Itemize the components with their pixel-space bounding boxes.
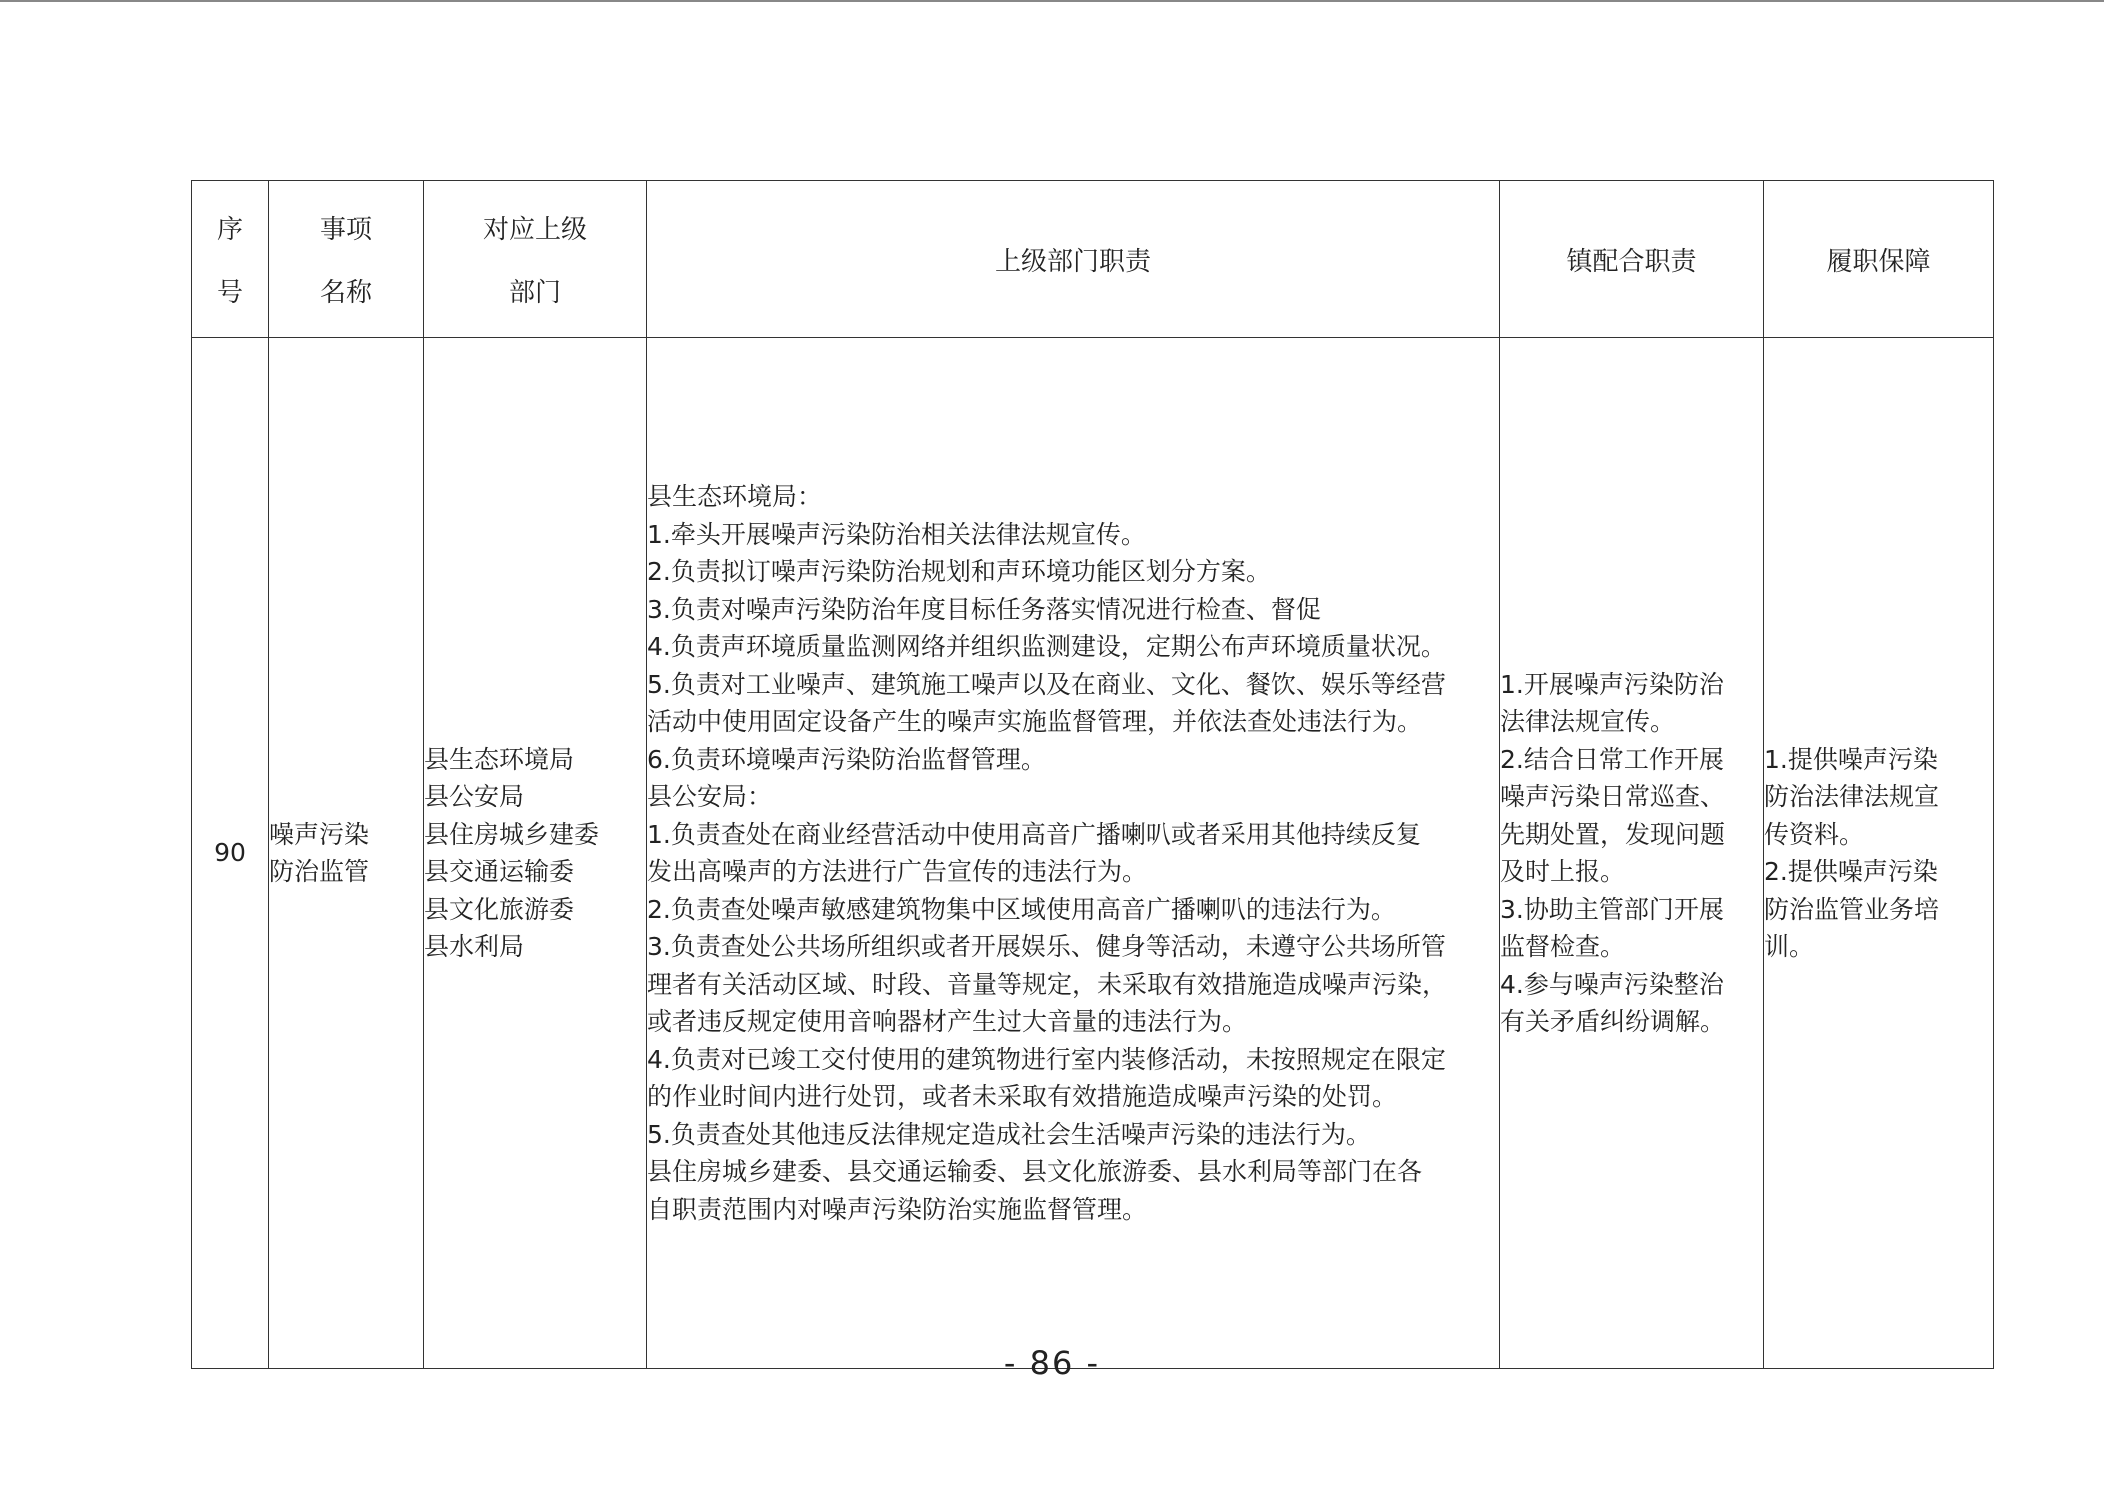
duty-line: 发出高噪声的方法进行广告宣传的违法行为。: [647, 857, 1148, 886]
town-duty-line: 噪声污染日常巡查、: [1500, 782, 1726, 811]
header-seq-line1: 序: [216, 215, 243, 245]
upper-duties-cell: [647, 338, 1500, 1369]
duty-line: 县生态环境局：: [647, 482, 823, 511]
item-name-line: 防治监管: [269, 857, 370, 886]
top-rule: [0, 0, 2104, 2]
guarantee-line: 训。: [1764, 932, 1815, 961]
duty-line: 5.负责对工业噪声、建筑施工噪声以及在商业、文化、餐饮、娱乐等经营: [647, 669, 1446, 699]
header-seq-line2: 号: [216, 278, 243, 308]
department-item: 县生态环境局: [424, 744, 575, 774]
town-duty-line: 3.协助主管部门开展: [1500, 894, 1724, 924]
header-upper-dept: [424, 181, 647, 338]
departments-cell: [424, 338, 647, 1369]
duty-line: 4.负责对已竣工交付使用的建筑物进行室内装修活动，未按照规定在限定: [647, 1044, 1446, 1074]
duty-line: 5.负责查处其他违反法律规定造成社会生活噪声污染的违法行为。: [647, 1119, 1371, 1149]
town-duty-line: 监督检查。: [1500, 932, 1626, 961]
row-number: 90: [192, 338, 269, 1369]
town-duty-line: 2.结合日常工作开展: [1500, 744, 1724, 774]
duty-line: 1.牵头开展噪声污染防治相关法律法规宣传。: [647, 519, 1146, 549]
town-duties-cell: [1500, 338, 1764, 1369]
duty-line: 3.负责对噪声污染防治年度目标任务落实情况进行检查、督促: [647, 594, 1321, 624]
town-duty-line: 先期处置，发现问题: [1500, 819, 1726, 849]
duty-line: 或者违反规定使用音响器材产生过大音量的违法行为。: [647, 1007, 1248, 1036]
header-upper-dept-line2: 部门: [508, 278, 561, 308]
guarantees-cell: [1764, 338, 1994, 1369]
duty-line: 6.负责环境噪声污染防治监督管理。: [647, 744, 1046, 774]
header-upper-duty: 上级部门职责: [647, 181, 1500, 338]
item-name-cell: [269, 338, 424, 1369]
header-guarantee: 履职保障: [1764, 181, 1994, 338]
duty-line: 理者有关活动区域、时段、音量等规定，未采取有效措施造成噪声污染，: [647, 969, 1448, 999]
duty-line: 3.负责查处公共场所组织或者开展娱乐、健身等活动，未遵守公共场所管: [647, 932, 1446, 961]
guarantee-line: 防治监管业务培: [1764, 894, 1940, 924]
header-town-duty: 镇配合职责: [1500, 181, 1764, 338]
duty-line: 4.负责声环境质量监测网络并组织监测建设，定期公布声环境质量状况。: [647, 632, 1446, 661]
header-seq: [192, 181, 269, 338]
town-duty-line: 有关矛盾纠纷调解。: [1500, 1007, 1726, 1036]
duty-line: 2.负责拟订噪声污染防治规划和声环境功能区划分方案。: [647, 557, 1271, 586]
department-item: 县住房城乡建委: [424, 819, 600, 849]
town-duty-line: 4.参与噪声污染整治: [1500, 969, 1724, 999]
table-row: [192, 338, 1994, 1369]
town-duty-line: 及时上报。: [1500, 857, 1626, 886]
duty-line: 自职责范围内对噪声污染防治实施监督管理。: [647, 1194, 1148, 1224]
duty-table: [191, 180, 1994, 1369]
guarantee-line: 1.提供噪声污染: [1764, 744, 1938, 774]
guarantee-line: 防治法律法规宣: [1764, 782, 1940, 811]
header-item-line2: 名称: [319, 278, 372, 308]
department-item: 县文化旅游委: [424, 894, 575, 924]
header-item: [269, 181, 424, 338]
duty-line: 的作业时间内进行处罚，或者未采取有效措施造成噪声污染的处罚。: [647, 1082, 1398, 1111]
town-duty-line: 法律法规宣传。: [1500, 707, 1676, 736]
department-item: 县交通运输委: [424, 857, 575, 886]
guarantee-line: 传资料。: [1764, 819, 1865, 849]
header-item-line1: 事项: [319, 215, 372, 245]
duty-line: 1.负责查处在商业经营活动中使用高音广播喇叭或者采用其他持续反复: [647, 819, 1421, 849]
guarantee-line: 2.提供噪声污染: [1764, 857, 1938, 886]
duty-line: 活动中使用固定设备产生的噪声实施监督管理，并依法查处违法行为。: [647, 707, 1423, 736]
department-item: 县水利局: [424, 932, 525, 961]
duty-line: 2.负责查处噪声敏感建筑物集中区域使用高音广播喇叭的违法行为。: [647, 894, 1396, 924]
duty-line: 县住房城乡建委、县交通运输委、县文化旅游委、县水利局等部门在各: [647, 1157, 1423, 1186]
header-upper-dept-line1: 对应上级: [482, 215, 587, 245]
header-row: [192, 181, 1994, 338]
page-number: - 86 -: [1003, 1344, 1101, 1382]
duty-line: 县公安局：: [647, 782, 773, 811]
item-name-line: 噪声污染: [269, 819, 370, 849]
department-item: 县公安局: [424, 782, 525, 811]
town-duty-line: 1.开展噪声污染防治: [1500, 669, 1724, 699]
